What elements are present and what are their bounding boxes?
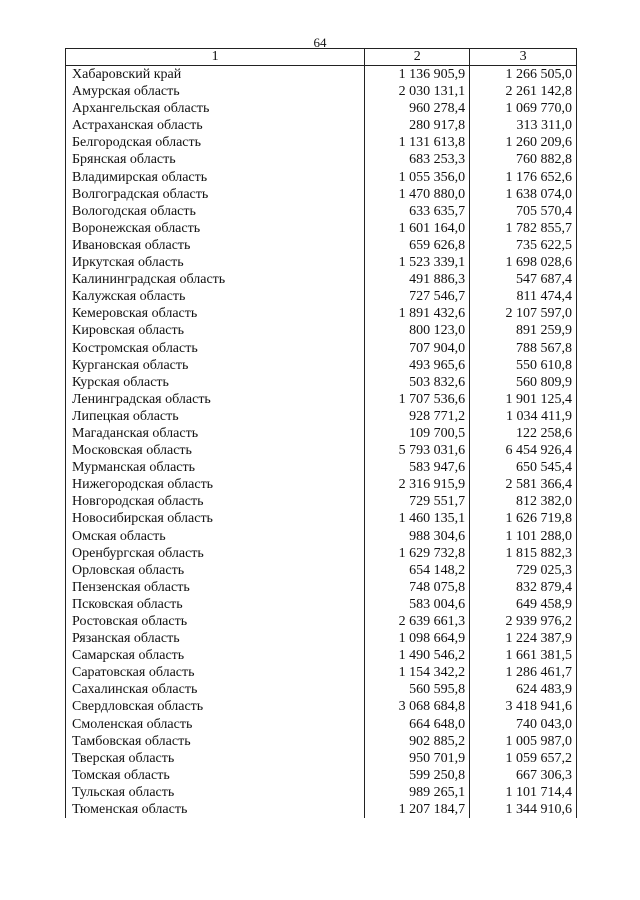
value-col-3-cell: 1 176 652,6 (470, 169, 577, 186)
table-row (66, 476, 577, 493)
value-col-3-cell: 2 939 976,2 (470, 613, 577, 630)
value-col-3-cell: 735 622,5 (470, 237, 577, 254)
region-name-cell: Костромская область (66, 340, 365, 357)
table-row (66, 117, 577, 134)
value-col-3-cell: 1 101 714,4 (470, 784, 577, 801)
table-row (66, 254, 577, 271)
region-name-cell: Хабаровский край (66, 66, 365, 84)
region-name-cell: Кировская область (66, 322, 365, 339)
value-col-3-cell: 547 687,4 (470, 271, 577, 288)
table-row (66, 442, 577, 459)
value-col-3-cell: 1 069 770,0 (470, 100, 577, 117)
value-col-3-cell: 1 661 381,5 (470, 647, 577, 664)
table-row (66, 733, 577, 750)
table-row (66, 716, 577, 733)
value-col-2-cell: 659 626,8 (365, 237, 470, 254)
data-table (65, 48, 577, 818)
table-row (66, 408, 577, 425)
table-row (66, 579, 577, 596)
region-name-cell: Мурманская область (66, 459, 365, 476)
value-col-2-cell: 664 648,0 (365, 716, 470, 733)
header-col-1: 1 (66, 49, 365, 66)
value-col-3-cell: 705 570,4 (470, 203, 577, 220)
table-row (66, 220, 577, 237)
region-name-cell: Калининградская область (66, 271, 365, 288)
region-name-cell: Кемеровская область (66, 305, 365, 322)
value-col-2-cell: 2 316 915,9 (365, 476, 470, 493)
value-col-3-cell: 550 610,8 (470, 357, 577, 374)
region-name-cell: Новосибирская область (66, 510, 365, 527)
value-col-3-cell: 740 043,0 (470, 716, 577, 733)
value-col-2-cell: 633 635,7 (365, 203, 470, 220)
region-name-cell: Пензенская область (66, 579, 365, 596)
region-name-cell: Тюменская область (66, 801, 365, 818)
value-col-3-cell: 3 418 941,6 (470, 698, 577, 715)
table-row (66, 100, 577, 117)
value-col-3-cell: 1 005 987,0 (470, 733, 577, 750)
value-col-2-cell: 1 470 880,0 (365, 186, 470, 203)
table-row (66, 596, 577, 613)
value-col-2-cell: 583 947,6 (365, 459, 470, 476)
value-col-2-cell: 2 030 131,1 (365, 83, 470, 100)
table-row (66, 681, 577, 698)
value-col-2-cell: 1 629 732,8 (365, 545, 470, 562)
value-col-3-cell: 560 809,9 (470, 374, 577, 391)
table-row (66, 613, 577, 630)
value-col-2-cell: 950 701,9 (365, 750, 470, 767)
region-name-cell: Тверская область (66, 750, 365, 767)
table-row (66, 203, 577, 220)
value-col-3-cell: 1 344 910,6 (470, 801, 577, 818)
table-row (66, 459, 577, 476)
region-name-cell: Воронежская область (66, 220, 365, 237)
value-col-2-cell: 707 904,0 (365, 340, 470, 357)
region-name-cell: Калужская область (66, 288, 365, 305)
table-row (66, 647, 577, 664)
table-row (66, 237, 577, 254)
region-name-cell: Волгоградская область (66, 186, 365, 203)
region-name-cell: Нижегородская область (66, 476, 365, 493)
value-col-3-cell: 788 567,8 (470, 340, 577, 357)
value-col-3-cell: 1 260 209,6 (470, 134, 577, 151)
region-name-cell: Белгородская область (66, 134, 365, 151)
table-row (66, 391, 577, 408)
value-col-3-cell: 1 782 855,7 (470, 220, 577, 237)
value-col-2-cell: 2 639 661,3 (365, 613, 470, 630)
value-col-2-cell: 1 055 356,0 (365, 169, 470, 186)
value-col-3-cell: 729 025,3 (470, 562, 577, 579)
table-row (66, 305, 577, 322)
value-col-2-cell: 1 601 164,0 (365, 220, 470, 237)
region-name-cell: Псковская область (66, 596, 365, 613)
value-col-3-cell: 1 266 505,0 (470, 66, 577, 84)
region-name-cell: Тамбовская область (66, 733, 365, 750)
value-col-3-cell: 1 286 461,7 (470, 664, 577, 681)
region-name-cell: Оренбургская область (66, 545, 365, 562)
table-row (66, 630, 577, 647)
value-col-2-cell: 1 207 184,7 (365, 801, 470, 818)
value-col-3-cell: 812 382,0 (470, 493, 577, 510)
table-row (66, 698, 577, 715)
value-col-2-cell: 1 098 664,9 (365, 630, 470, 647)
value-col-3-cell: 6 454 926,4 (470, 442, 577, 459)
value-col-2-cell: 560 595,8 (365, 681, 470, 698)
value-col-2-cell: 654 148,2 (365, 562, 470, 579)
region-name-cell: Сахалинская область (66, 681, 365, 698)
value-col-3-cell: 760 882,8 (470, 151, 577, 168)
value-col-2-cell: 1 460 135,1 (365, 510, 470, 527)
value-col-2-cell: 491 886,3 (365, 271, 470, 288)
value-col-2-cell: 599 250,8 (365, 767, 470, 784)
value-col-2-cell: 683 253,3 (365, 151, 470, 168)
value-col-2-cell: 960 278,4 (365, 100, 470, 117)
value-col-2-cell: 1 891 432,6 (365, 305, 470, 322)
region-name-cell: Вологодская область (66, 203, 365, 220)
region-name-cell: Томская область (66, 767, 365, 784)
table-row (66, 425, 577, 442)
region-name-cell: Брянская область (66, 151, 365, 168)
value-col-2-cell: 729 551,7 (365, 493, 470, 510)
table-row (66, 801, 577, 818)
region-name-cell: Липецкая область (66, 408, 365, 425)
value-col-2-cell: 1 154 342,2 (365, 664, 470, 681)
value-col-2-cell: 583 004,6 (365, 596, 470, 613)
region-name-cell: Курская область (66, 374, 365, 391)
region-name-cell: Московская область (66, 442, 365, 459)
region-name-cell: Ленинградская область (66, 391, 365, 408)
value-col-2-cell: 1 490 546,2 (365, 647, 470, 664)
region-name-cell: Амурская область (66, 83, 365, 100)
region-name-cell: Смоленская область (66, 716, 365, 733)
value-col-3-cell: 1 224 387,9 (470, 630, 577, 647)
table-row (66, 545, 577, 562)
value-col-2-cell: 748 075,8 (365, 579, 470, 596)
value-col-2-cell: 1 707 536,6 (365, 391, 470, 408)
value-col-3-cell: 2 107 597,0 (470, 305, 577, 322)
value-col-3-cell: 667 306,3 (470, 767, 577, 784)
value-col-3-cell: 650 545,4 (470, 459, 577, 476)
table-row (66, 784, 577, 801)
page-number: 64 (313, 35, 327, 50)
table-body (66, 66, 577, 819)
table-row (66, 66, 577, 84)
region-name-cell: Новгородская область (66, 493, 365, 510)
region-name-cell: Магаданская область (66, 425, 365, 442)
table-row (66, 151, 577, 168)
table-row (66, 528, 577, 545)
value-col-3-cell: 832 879,4 (470, 579, 577, 596)
header-row (66, 49, 577, 66)
value-col-2-cell: 1 131 613,8 (365, 134, 470, 151)
table-row (66, 664, 577, 681)
value-col-2-cell: 503 832,6 (365, 374, 470, 391)
value-col-2-cell: 1 523 339,1 (365, 254, 470, 271)
region-name-cell: Иркутская область (66, 254, 365, 271)
region-name-cell: Ростовская область (66, 613, 365, 630)
table-row (66, 169, 577, 186)
table-row (66, 271, 577, 288)
table-row (66, 493, 577, 510)
value-col-2-cell: 988 304,6 (365, 528, 470, 545)
value-col-3-cell: 1 034 411,9 (470, 408, 577, 425)
value-col-3-cell: 811 474,4 (470, 288, 577, 305)
table-row (66, 322, 577, 339)
region-name-cell: Самарская область (66, 647, 365, 664)
value-col-2-cell: 800 123,0 (365, 322, 470, 339)
value-col-3-cell: 1 901 125,4 (470, 391, 577, 408)
table-row (66, 186, 577, 203)
header-col-3: 3 (470, 49, 577, 66)
region-name-cell: Рязанская область (66, 630, 365, 647)
region-name-cell: Курганская область (66, 357, 365, 374)
region-name-cell: Астраханская область (66, 117, 365, 134)
region-name-cell: Омская область (66, 528, 365, 545)
region-name-cell: Архангельская область (66, 100, 365, 117)
value-col-3-cell: 1 059 657,2 (470, 750, 577, 767)
value-col-2-cell: 989 265,1 (365, 784, 470, 801)
table-row (66, 374, 577, 391)
region-name-cell: Владимирская область (66, 169, 365, 186)
table-row (66, 134, 577, 151)
value-col-2-cell: 928 771,2 (365, 408, 470, 425)
region-name-cell: Тульская область (66, 784, 365, 801)
table-row (66, 562, 577, 579)
value-col-3-cell: 1 638 074,0 (470, 186, 577, 203)
value-col-3-cell: 2 261 142,8 (470, 83, 577, 100)
table-row (66, 750, 577, 767)
value-col-3-cell: 1 101 288,0 (470, 528, 577, 545)
header-col-2: 2 (365, 49, 470, 66)
table-row (66, 510, 577, 527)
region-name-cell: Орловская область (66, 562, 365, 579)
table-row (66, 767, 577, 784)
value-col-3-cell: 1 815 882,3 (470, 545, 577, 562)
value-col-2-cell: 493 965,6 (365, 357, 470, 374)
region-name-cell: Саратовская область (66, 664, 365, 681)
region-name-cell: Свердловская область (66, 698, 365, 715)
value-col-3-cell: 649 458,9 (470, 596, 577, 613)
value-col-2-cell: 280 917,8 (365, 117, 470, 134)
value-col-3-cell: 2 581 366,4 (470, 476, 577, 493)
table-row (66, 357, 577, 374)
table-row (66, 288, 577, 305)
value-col-3-cell: 122 258,6 (470, 425, 577, 442)
value-col-3-cell: 624 483,9 (470, 681, 577, 698)
value-col-2-cell: 727 546,7 (365, 288, 470, 305)
value-col-2-cell: 1 136 905,9 (365, 66, 470, 84)
value-col-3-cell: 891 259,9 (470, 322, 577, 339)
value-col-3-cell: 1 626 719,8 (470, 510, 577, 527)
value-col-3-cell: 1 698 028,6 (470, 254, 577, 271)
value-col-2-cell: 902 885,2 (365, 733, 470, 750)
table-row (66, 340, 577, 357)
value-col-2-cell: 5 793 031,6 (365, 442, 470, 459)
value-col-3-cell: 313 311,0 (470, 117, 577, 134)
table-header (66, 49, 577, 66)
value-col-2-cell: 3 068 684,8 (365, 698, 470, 715)
value-col-2-cell: 109 700,5 (365, 425, 470, 442)
region-name-cell: Ивановская область (66, 237, 365, 254)
table-row (66, 83, 577, 100)
